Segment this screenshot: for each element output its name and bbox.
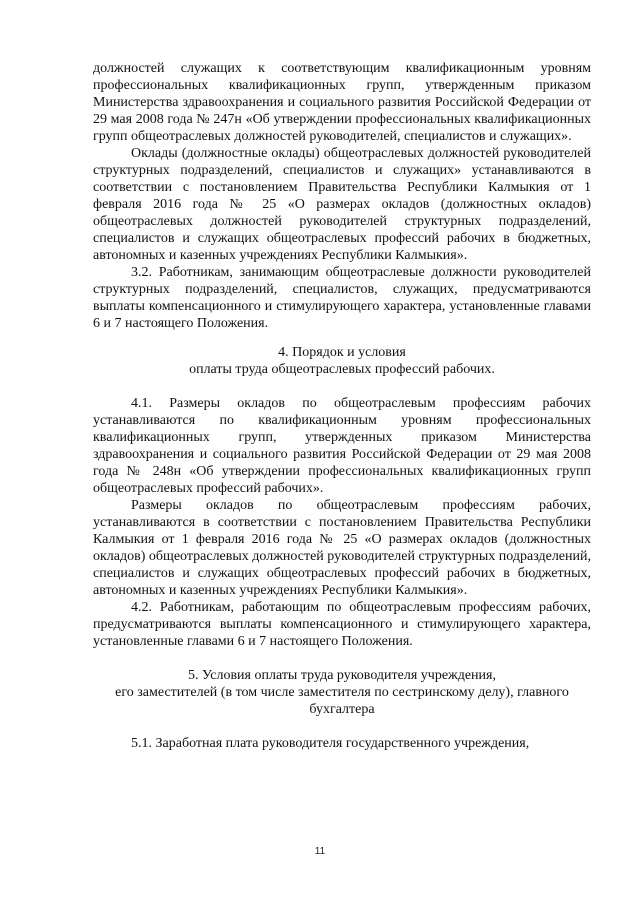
paragraph-4-2: 4.2. Работникам, работающим по общеотраслевым профессиям рабочих, предусматриваются выплаты компенсационного и стимулирующего характера, установленные главами 6 и 7 настоящего Положения.	[93, 600, 591, 649]
paragraph-continuation: должностей служащих к соответствующим квалификационным уровням профессиональных квалификационных групп, утвержденным приказом Министерства здравоохранения и социального развития Российской Федерации от 29 мая 2008 года № 247н «Об утверждении профессиональных квалификационных групп общеотраслевых должностей руководителей, специалистов и служащих».	[93, 61, 591, 144]
section-4-heading-line2: оплаты труда общеотраслевых профессий рабочих.	[189, 362, 495, 377]
spacer	[93, 718, 591, 735]
paragraph-salaries-general: Оклады (должностные оклады) общеотраслевых должностей руководителей структурных подразделений, специалистов и служащих» устанавливаются в соответствии с постановлением Правительства Республики Калмыкия от 1 февраля 2016 года № 25 «О размерах окладов (должностных окладов) общеотраслевых должностей руководителей структурных подразделений, специалистов и служащих общеотраслевых профессий рабочих в бюджетных, автономных и казенных учреждениях Республики Калмыкия».	[93, 146, 591, 263]
section-5-heading-line3: бухгалтера	[309, 702, 375, 717]
page-number: 11	[314, 846, 326, 857]
spacer	[93, 378, 591, 395]
page-content	[93, 60, 591, 752]
paragraph-5-1: 5.1. Заработная плата руководителя государственного учреждения,	[131, 736, 530, 751]
spacer	[93, 332, 591, 344]
section-5-heading-line1: 5. Условия оплаты труда руководителя учреждения,	[188, 668, 496, 683]
spacer	[93, 650, 591, 667]
section-4-heading-line1: 4. Порядок и условия	[278, 345, 406, 360]
paragraph-3-2: 3.2. Работникам, занимающим общеотраслевые должности руководителей структурных подразделений, специалистов, служащих, предусматриваются выплаты компенсационного и стимулирующего характера, установленные главами 6 и 7 настоящего Положения.	[93, 265, 591, 331]
paragraph-4-1: 4.1. Размеры окладов по общеотраслевым профессиям рабочих устанавливаются по квалификационным уровням профессиональных квалификационных групп, утвержденных приказом Министерства здравоохранения и социального развития Российской Федерации от 29 мая 2008 года № 248н «Об утверждении профессиональных квалификационных групп общеотраслевых профессий рабочих».	[93, 396, 591, 496]
paragraph-4-1-sizes: Размеры окладов по общеотраслевым профессиям рабочих, устанавливаются в соответствии с постановлением Правительства Республики Калмыкия от 1 февраля 2016 года № 25 «О размерах окладов (должностных окладов) общеотраслевых должностей руководителей структурных подразделений, специалистов и служащих общеотраслевых профессий рабочих в бюджетных, автономных и казенных учреждениях Республики Калмыкия».	[93, 498, 591, 598]
section-5-heading-line2: его заместителей (в том числе заместителя по сестринскому делу), главного	[115, 685, 569, 700]
